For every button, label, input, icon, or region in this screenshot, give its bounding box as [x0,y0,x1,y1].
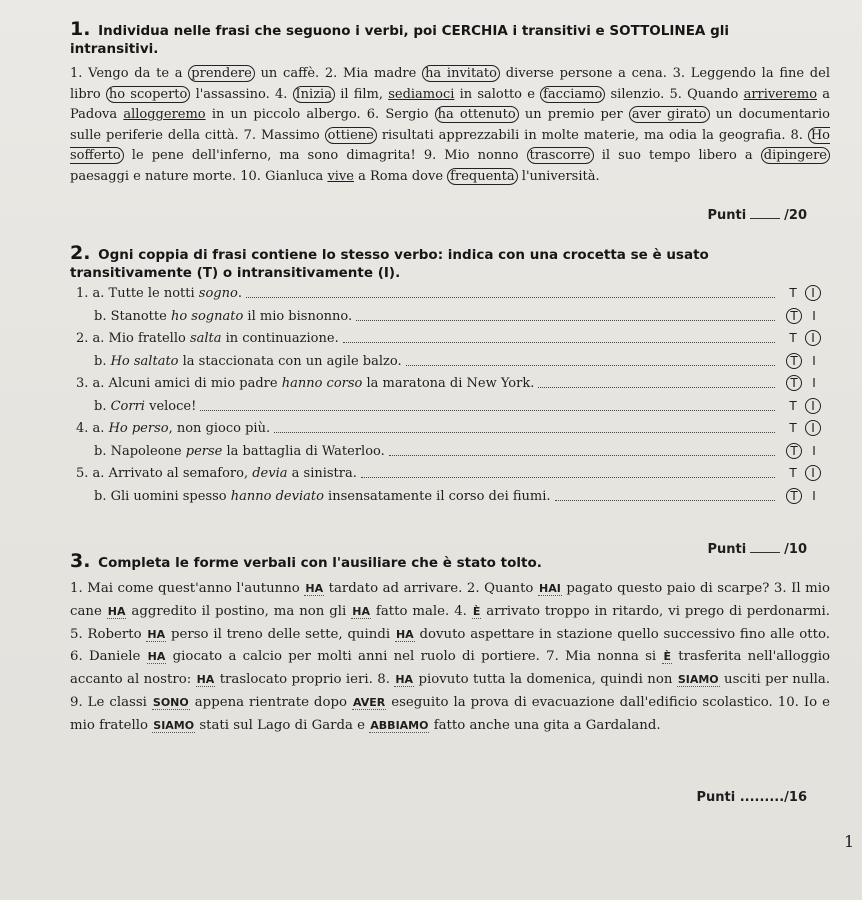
option-i[interactable]: I [812,488,816,503]
exercise-2-item [0,398,862,416]
exercise-2-item [0,488,862,506]
sentence-verb: sogno [198,286,238,301]
answer-line [361,465,775,478]
text: dovuto aspettare in stazione quello successivo fino alle otto. 6. Daniele [70,626,830,665]
option-t[interactable]: T [789,286,797,300]
answer-blank[interactable]: HA [352,604,370,618]
answer-blank[interactable]: HA [395,673,414,687]
ti-choice [786,308,826,324]
ti-choice [786,420,826,436]
sentence-verb: devia [252,466,288,481]
sentence-text: il mio bisnonno. [243,308,353,324]
text: arrivato troppo in ritardo, vi prego di perdonarmi. 5. Roberto [70,603,830,642]
exercise-3-number: 3. [70,550,91,572]
exercise-2-item [0,420,862,438]
text: un premio per [524,107,623,122]
text: fatto male. 4. [375,603,467,619]
text: il film, [340,86,383,102]
text: fatto anche una gita a Gardaland. [433,717,661,733]
sentence-verb: ho sognato [170,308,244,324]
verb-circled: aver girato [629,106,710,123]
text: silenzio. 5. Quando [610,86,739,102]
text: a Padova [70,86,830,122]
exercise-2-item [0,465,862,483]
text: aggredito il postino, ma non gli [131,603,347,619]
verb-circled: Inizia [293,86,335,103]
sentence-text: 4. a. [76,421,109,436]
answer-line [356,308,775,321]
sentence-text: b. Gli uomini spesso [94,488,231,504]
sentence-text: b. [94,398,111,414]
text: pagato questo paio di scarpe? 3. Il mio cane [70,581,831,619]
text: paesaggi e nature morte. 10. Gianluca [70,168,324,184]
points-total: /20 [784,208,807,223]
ti-choice [786,330,826,346]
exercise-2-item [0,330,862,348]
points-label: Punti [696,790,736,805]
points-label: Punti [707,542,747,557]
answer-blank[interactable]: HAI [538,582,561,595]
exercise-2-sentence [76,465,357,483]
option-i[interactable]: I [812,443,816,458]
verb-circled: prendere [188,65,255,82]
exercise-2-sentence [76,285,242,303]
answer-line [274,420,775,433]
verb-circled: ha ottenuto [435,106,519,123]
answer-line [538,375,775,388]
exercise-2-item [0,353,862,371]
answer-blank[interactable]: ABBIAMO [370,718,429,732]
points-blank [750,218,780,219]
exercise-2-number: 2. [70,242,91,264]
exercise-2-sentence [94,353,402,371]
answer-blank[interactable]: È [663,650,671,664]
exercise-3-heading [70,552,770,572]
points-total: /10 [784,542,807,557]
exercise-2-item [0,375,862,393]
option-i[interactable]: I [812,376,816,390]
option-i[interactable]: I [805,330,821,346]
sentence-verb: salta [189,331,222,346]
sentence-text: a sinistra. [287,466,357,481]
answer-blank[interactable]: È [472,604,481,618]
option-t[interactable]: T [786,308,802,324]
text: l'università. [521,168,600,184]
text: eseguito la prova di evacuazione dall'edificio scolastico. 10. Io e mio fratello [70,694,830,733]
exercise-1-points [707,208,807,223]
sentence-text: , non gioco più. [168,421,271,436]
option-i[interactable]: I [805,398,821,414]
ti-choice [786,285,826,301]
answer-blank[interactable]: HA [107,604,126,618]
exercise-3-points [696,790,807,805]
ti-choice [786,488,826,504]
option-i[interactable]: I [812,308,816,323]
text: usciti per nulla. 9. Le classi [70,672,831,710]
page-number: 1 [844,832,855,851]
answer-line [200,398,775,411]
verb-underlined: arriveremo [743,86,818,102]
verb-underlined: sediamoci [388,86,455,102]
exercise-2-sentence [76,420,270,438]
answer-blank[interactable]: HA [196,673,215,687]
answer-line [555,488,775,501]
text: 1. Mai come quest'anno l'autunno [70,581,300,596]
verb-circled: frequenta [447,168,517,185]
ti-choice [786,398,826,414]
sentence-text: insensatamente il corso dei fiumi. [323,488,551,504]
text: risultati apprezzabili in molte materie, ma odia la geografia. 8. [381,127,803,143]
option-t[interactable]: T [789,331,797,345]
exercise-3-title: Completa le forme verbali con l'ausiliare che è stato tolto. [98,555,542,571]
verb-circled: ho scoperto [106,86,190,103]
exercise-2-sentence [94,308,352,326]
option-t[interactable]: T [789,421,797,435]
exercise-3-text [70,578,830,738]
verb-underlined: vive [327,168,354,184]
text: in salotto e [459,86,535,102]
sentence-verb: hanno corso [281,376,363,391]
option-t[interactable]: T [786,443,802,459]
answer-line [343,330,775,343]
answer-blank[interactable]: SIAMO [677,673,719,687]
sentence-text: b. Stanotte [94,308,171,324]
ti-choice [786,353,826,369]
option-i[interactable]: I [812,353,816,368]
points-blank: ......... [739,790,785,805]
sentence-text: la maratona di New York. [362,376,535,391]
verb-circled: ottiene [325,127,377,144]
sentence-verb: Corri [110,398,145,414]
points-label: Punti [707,208,747,223]
option-i[interactable]: I [805,285,821,301]
sentence-text: veloce! [144,398,197,414]
ti-choice [786,375,826,391]
verb-circled: trascorre [527,147,594,164]
exercise-2-sentence [94,443,385,461]
sentence-text: 2. a. Mio fratello [76,331,190,346]
sentence-text: 5. a. Arrivato al semaforo, [76,466,253,481]
ti-choice [786,443,826,459]
sentence-verb: perse [185,443,223,459]
exercise-2-sentence [94,398,196,416]
text: un caffè. 2. Mia madre [260,66,417,81]
exercise-2-sentence [76,330,339,348]
exercise-2-heading [70,244,770,282]
sentence-verb: Ho saltato [110,353,179,369]
points-total: /16 [784,790,807,805]
sentence-text: b. Napoleone [94,443,186,459]
sentence-text: la staccionata con un agile balzo. [178,353,402,369]
text: diverse persone a cena. 3. Leggendo la fine del libro [70,66,830,102]
text: perso il treno delle sette, quindi [170,626,391,642]
exercise-2-item [0,443,862,461]
answer-blank[interactable]: HA [147,650,166,664]
answer-blank[interactable]: HA [395,627,414,641]
text: 1. Vengo da te a [70,66,183,81]
answer-blank[interactable]: HA [147,627,166,641]
option-t[interactable]: T [786,488,802,504]
text: traslocato proprio ieri. 8. [219,672,390,688]
exercise-1-number: 1. [70,18,91,40]
text: il suo tempo libero a [601,148,753,163]
exercise-1-heading [70,20,770,58]
exercise-2-title: Ogni coppia di frasi contiene lo stesso verbo: indica con una crocetta se è usato transitivamente (T) o intransitivamente (I). [70,247,709,281]
sentence-text: la battaglia di Waterloo. [222,443,385,459]
option-t[interactable]: T [789,466,797,480]
sentence-text: 1. a. Tutte le notti [76,286,199,301]
text: un documentario sulle periferie della città. 7. Massimo [70,107,831,143]
exercise-1-text [70,64,830,187]
verb-circled: facciamo [540,86,605,103]
text: trasferita nell'alloggio accanto al nostro: [70,649,830,688]
option-t[interactable]: T [789,398,797,413]
text: appena rientrate dopo [194,694,347,710]
answer-blank[interactable]: HA [305,582,324,595]
sentence-text: b. [94,353,111,369]
text: tardato ad arrivare. 2. Quanto [328,581,534,596]
exercise-2-sentence [76,375,534,393]
text: stati sul Lago di Garda e [199,717,366,733]
exercise-1-title: Individua nelle frasi che seguono i verbi, poi CERCHIA i transitivi e SOTTOLINEA gli intransitivi. [70,23,729,57]
text: giocato a calcio per molti anni nel ruolo di portiere. 7. Mia nonna si [172,649,657,665]
answer-blank[interactable]: AVER [352,695,386,709]
text: l'assassino. 4. [195,86,288,102]
text: le pene dell'inferno, ma sono dimagrita! 9. Mio nonno [131,148,519,163]
exercise-2-item [0,308,862,326]
sentence-text: 3. a. Alcuni amici di mio padre [76,376,282,391]
option-t[interactable]: T [786,375,802,391]
answer-blank[interactable]: SONO [152,695,189,709]
answer-line [389,443,775,456]
verb-circled: ha invitato [422,65,500,82]
exercise-2-item [0,285,862,303]
verb-circled: dipingere [761,147,830,164]
option-i[interactable]: I [805,420,821,436]
sentence-text: . [237,286,242,301]
sentence-verb: Ho perso [108,421,169,436]
sentence-text: in continuazione. [221,331,339,346]
text: piovuto tutta la domenica, quindi non [418,672,673,688]
answer-line [406,353,775,366]
answer-line [246,285,775,298]
option-t[interactable]: T [786,353,802,369]
text: a Roma dove [358,168,444,184]
text: in un piccolo albergo. 6. Sergio [211,107,429,122]
option-i[interactable]: I [805,465,821,481]
answer-blank[interactable]: SIAMO [153,718,195,732]
verb-underlined: alloggeremo [123,107,206,122]
verb-circled: Ho sofferto [70,127,830,163]
exercise-2-sentence [94,488,551,506]
sentence-verb: hanno deviato [230,488,324,504]
ti-choice [786,465,826,481]
